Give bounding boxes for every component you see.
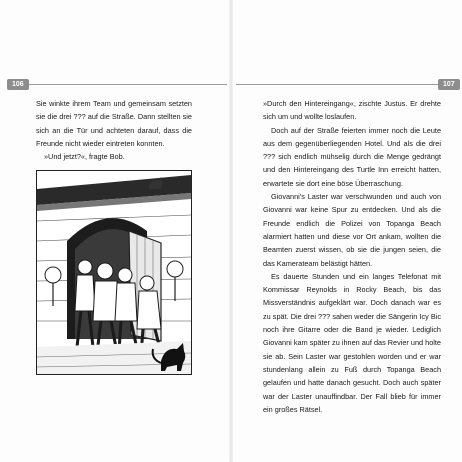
- left-page-text: [36, 97, 192, 163]
- page-number-left: 106: [7, 79, 29, 90]
- paragraph: »Und jetzt?«, fragte Bob.: [44, 152, 125, 162]
- illustration: [36, 170, 192, 375]
- paragraph: »Durch den Hintereingang«, zischte Justus. Er drehte sich um und wollte loslaufen.: [263, 99, 441, 122]
- paragraph: Doch auf der Straße feierten immer noch die Leute aus dem gegenüberliegenden Hotel. Und als die drei ??? sich endlich mühselig durch die Menge gedrängt und den Hintereingang des Turtle Inn erreicht hatten, erwartete sie dort eine böse Überraschung.: [263, 125, 441, 188]
- illustration-drawing: [37, 171, 191, 374]
- header-rule-left: [7, 84, 227, 85]
- book-gutter: [229, 0, 233, 462]
- paragraph: Sie winkte ihrem Team und gemeinsam setzten sie die drei ??? auf die Straße. Dann stellten sie sich an die Tür und achteten darauf, dass die Freunde nicht wieder eintreten konnten.: [36, 99, 192, 148]
- header-rule-right: [236, 84, 455, 85]
- paragraph: Giovanni's Laster war verschwunden und auch von Giovanni war keine Spur zu entdecken. Und als die Freunde endlich die Polizei von Topanga Beach alarmiert hatten und diese vor Ort ankam, wollten die Beamten zuerst wissen, ob sie die jungen seien, die das Kamerateam belästigt hätten.: [263, 192, 441, 268]
- paragraph: Es dauerte Stunden und ein langes Telefonat mit Kommissar Reynolds in Rocky Beach, bis das Missverständnis aufgeklärt war. Doch danach war es zu spät. Die drei ??? sahen weder die Sängerin Icy Bic noch ihre Gitarre oder die Band je wieder. Lediglich Giovanni kam später zu ihnen auf das Revier und holte sie ab. Sein Laster war gestohlen worden und er war stundenlang allein zu Fuß durch Topanga Beach gelaufen und hatte danach gesucht. Doch auch später war der Laster unauffindbar. Der Fall blieb für immer ein großes Rätsel.: [263, 271, 441, 414]
- right-page-text: [263, 97, 441, 416]
- page-number-right: 107: [438, 79, 460, 90]
